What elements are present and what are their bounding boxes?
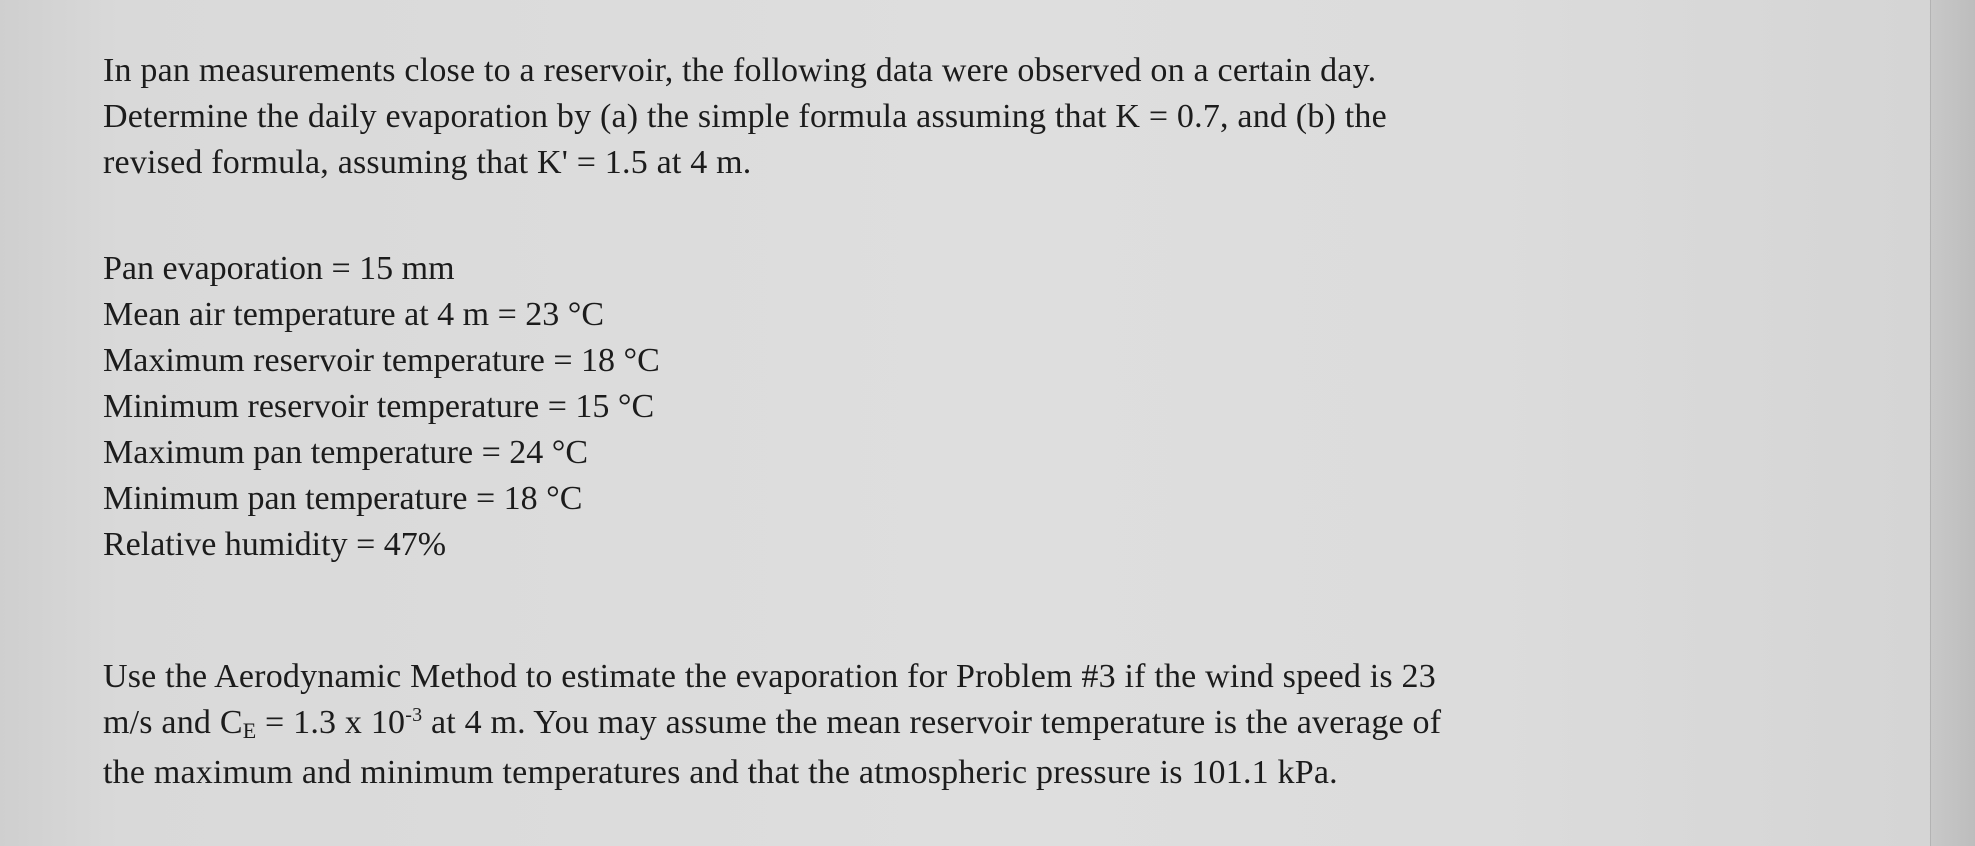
page-edge [1930, 0, 1975, 846]
problem-4-line-2-coefficient: = 1.3 x 10 [256, 704, 406, 741]
problem-4-line-3: the maximum and minimum temperatures and that the atmospheric pressure is 101.1 kPa. [103, 754, 1338, 791]
data-item-mean-air-temperature: Mean air temperature at 4 m = 23 °C [103, 296, 605, 333]
data-item-max-pan-temperature: Maximum pan temperature = 24 °C [103, 434, 589, 471]
data-item-pan-evaporation: Pan evaporation = 15 mm [103, 250, 455, 287]
data-item-min-reservoir-temperature: Minimum reservoir temperature = 15 °C [103, 388, 655, 425]
problem-3-text [103, 48, 1783, 186]
exponent-superscript: -3 [405, 704, 423, 726]
data-item-min-pan-temperature: Minimum pan temperature = 18 °C [103, 480, 583, 517]
data-item-relative-humidity: Relative humidity = 47% [103, 526, 447, 563]
given-data-list [103, 246, 1783, 568]
problem-4-line-2-start: m/s and C [103, 704, 243, 741]
problem-3-line-3: revised formula, assuming that K' = 1.5 at 4 m. [103, 144, 752, 181]
data-item-max-reservoir-temperature: Maximum reservoir temperature = 18 °C [103, 342, 660, 379]
ce-subscript: E [242, 718, 257, 743]
problem-4-line-2-end: at 4 m. You may assume the mean reservoir temperature is the average of [422, 704, 1442, 741]
problem-3-line-2: Determine the daily evaporation by (a) the simple formula assuming that K = 0.7, and (b) the [103, 98, 1387, 135]
problem-4-line-2 [103, 700, 1783, 750]
document-body [103, 48, 1783, 796]
problem-4-line-1: Use the Aerodynamic Method to estimate the evaporation for Problem #3 if the wind speed is 23 [103, 658, 1436, 695]
problem-3-line-1: In pan measurements close to a reservoir, the following data were observed on a certain day. [103, 52, 1377, 89]
problem-4-text [103, 654, 1783, 796]
